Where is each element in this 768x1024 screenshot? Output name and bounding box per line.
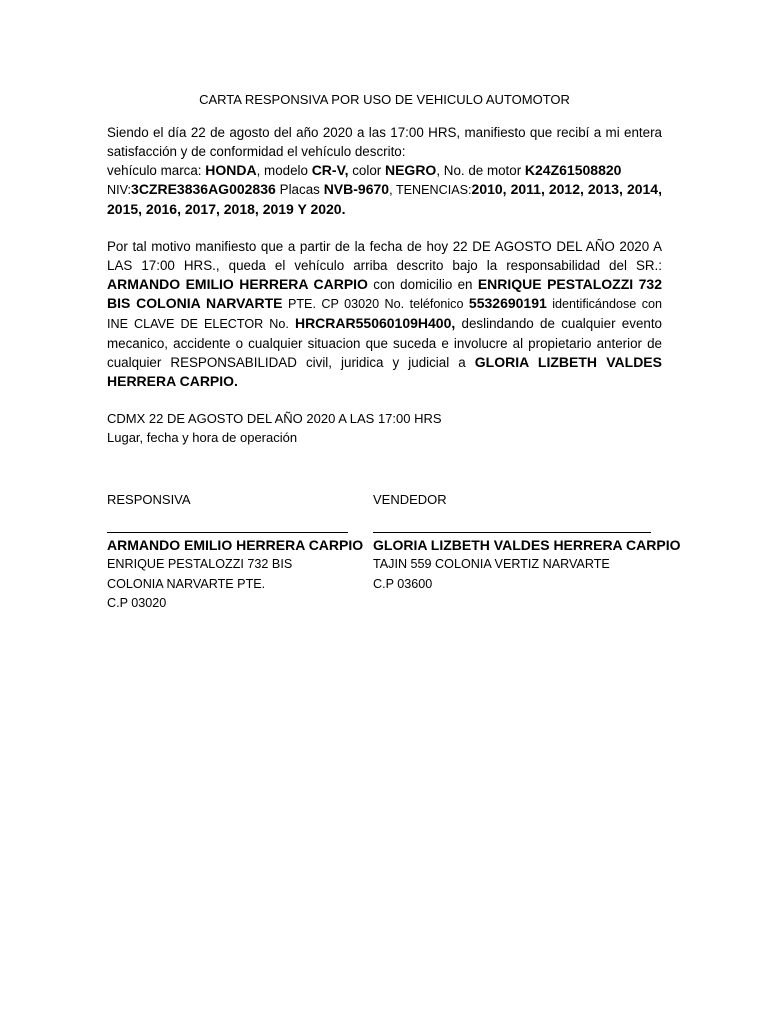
intro-text: Siendo el día 22 de agosto del año 2020 a las 17:00 HRS, manifiesto que recibí a mi entera satisfacción y de conformidad el vehículo descrito: — [107, 125, 662, 159]
elector-key: HRCRAR55060109H400, — [294, 315, 456, 331]
responsibility-text-2: con domicilio en — [367, 277, 478, 292]
tenencias-label: , TENENCIAS: — [389, 183, 472, 197]
color-value: NEGRO — [384, 162, 437, 178]
niv-value: 3CZRE3836AG002836 — [131, 181, 276, 197]
signature-role-seller: VENDEDOR — [373, 492, 447, 507]
signature-name-responsible: ARMANDO EMILIO HERRERA CARPIO — [107, 536, 364, 553]
brand-label: vehículo marca: — [107, 163, 206, 178]
place-date-line: CDMX 22 DE AGOSTO DEL AÑO 2020 A LAS 17:00 HRS — [107, 411, 442, 426]
motor-label: , No. de motor — [436, 163, 525, 178]
responsible-address: ENRIQUE PESTALOZZI 732 BIS COLONIA NARVARTE — [107, 276, 663, 311]
motor-value: K24Z61508820 — [524, 162, 622, 178]
document-title: CARTA RESPONSIVA POR USO DE VEHICULO AUTOMOTOR — [199, 92, 570, 107]
signature-role-responsible: RESPONSIVA — [107, 492, 191, 507]
signature-line-seller — [373, 531, 651, 533]
paragraph-responsibility — [107, 237, 662, 391]
signature-seller-address-line-2: C.P 03600 — [373, 576, 433, 591]
document-page — [107, 92, 681, 610]
color-label: color — [348, 163, 385, 178]
signature-block-responsible — [107, 490, 387, 614]
signature-block-seller — [373, 490, 681, 594]
signature-name-seller: GLORIA LIZBETH VALDES HERRERA CARPIO — [373, 536, 681, 553]
model-label: , modelo — [256, 163, 312, 178]
responsible-name: ARMANDO EMILIO HERRERA CARPIO — [107, 276, 368, 292]
model-value: CR-V, — [311, 162, 349, 178]
responsibility-text-4: identificándose con INE CLAVE DE ELECTOR No. — [107, 297, 662, 331]
phone-number: 5532690191 — [468, 295, 547, 311]
brand-value: HONDA — [205, 162, 257, 178]
place-date-block — [107, 409, 662, 447]
tenencias-value: 2010, 2011, 2012, 2013, 2014, 2015, 2016, 2017, 2018, 2019 Y 2020. — [107, 181, 662, 217]
signature-seller-address-line-1: TAJIN 559 COLONIA VERTIZ NARVARTE — [373, 557, 610, 571]
signature-line-responsible — [107, 531, 348, 533]
signature-address-line-1: ENRIQUE PESTALOZZI 732 BIS — [107, 557, 293, 571]
plates-value: NVB-9670 — [323, 181, 390, 197]
signature-address-line-3: C.P 03020 — [107, 596, 167, 610]
signature-address-line-2: COLONIA NARVARTE PTE. — [107, 576, 266, 591]
previous-owner-name: GLORIA LIZBETH VALDES HERRERA CARPIO. — [107, 354, 662, 389]
niv-label: NIV: — [107, 183, 132, 197]
responsibility-text-1: Por tal motivo manifiesto que a partir de la fecha de hoy 22 DE AGOSTO DEL AÑO 2020 A LAS 17:00 HRS., queda el vehículo arriba descrito bajo la responsabilidad del SR.: — [107, 239, 662, 273]
place-date-caption: Lugar, fecha y hora de operación — [107, 430, 298, 445]
plates-label: Placas — [275, 182, 324, 197]
responsibility-text-5: deslindando de cualquier evento mecanico, accidente o cualquier situacion que suceda e involucre al propietario anterior de cualquier RESPONSABILIDAD civil, juridica y judicial a — [107, 316, 663, 370]
responsibility-text-3: PTE. CP 03020 No. teléfonico — [282, 297, 469, 311]
paragraph-vehicle-receipt — [107, 123, 662, 219]
